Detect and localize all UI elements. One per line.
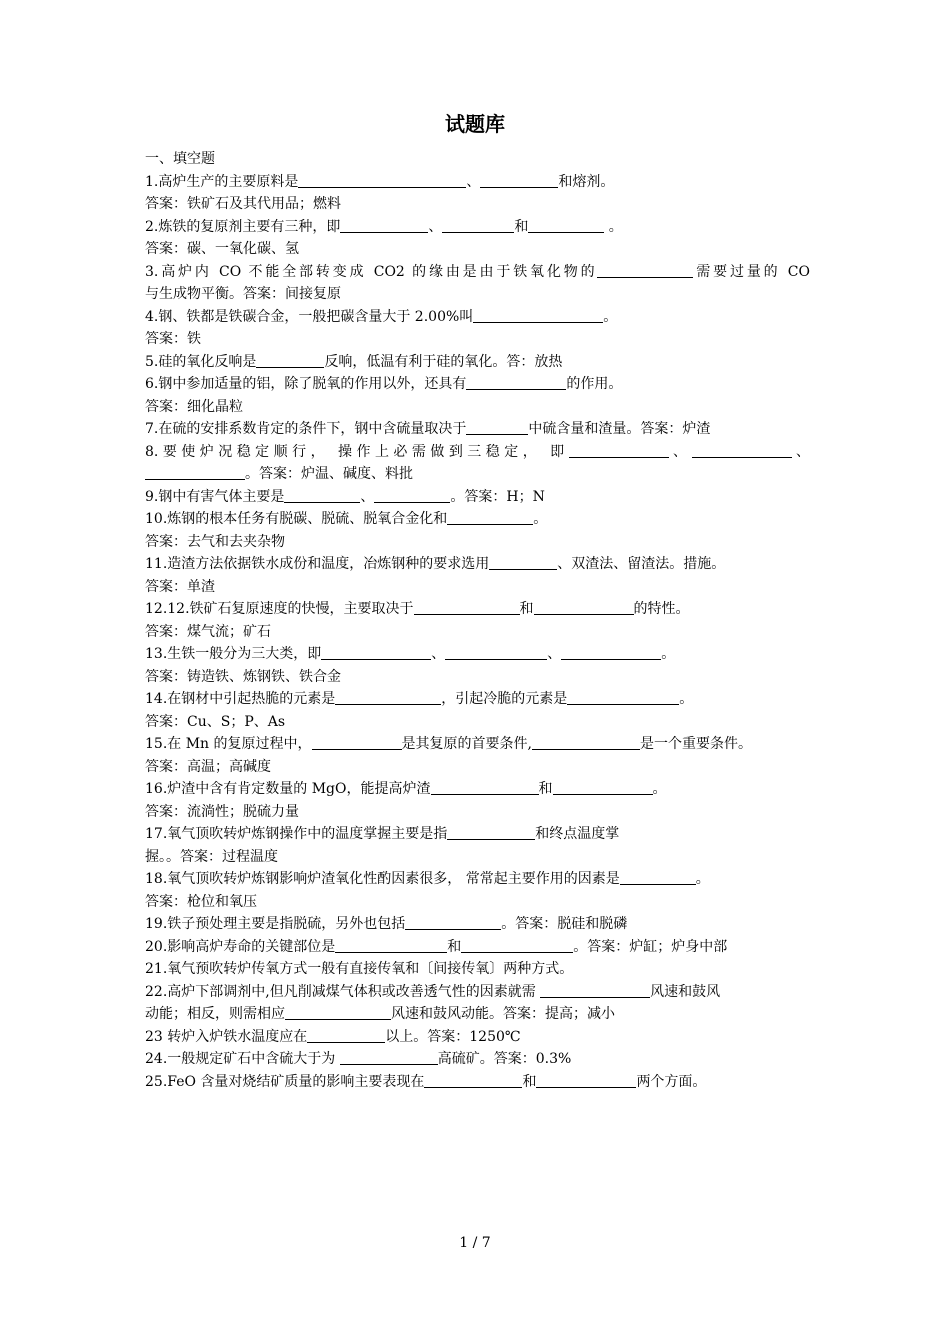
answer-blank	[620, 870, 696, 885]
line-text: 。	[603, 308, 618, 325]
line-text: 16.炉渣中含有肯定数量的 MgO，能提高炉渣	[145, 781, 431, 797]
line-text: 中硫含量和渣量。答案：炉渣	[528, 421, 711, 437]
line-text: 是其复原的首要条件,	[401, 736, 532, 752]
line-text: 和	[447, 938, 462, 955]
answer-blank	[312, 735, 402, 750]
line-text: 风速和鼓风	[650, 983, 721, 1000]
line-text: 答案：铸造铁、炼钢铁、铁合金	[145, 668, 341, 685]
text-line	[145, 958, 810, 981]
text-line	[145, 396, 810, 419]
line-text: 。	[652, 781, 667, 797]
line-text: 答案：去气和去夹杂物	[145, 533, 285, 550]
text-line	[145, 981, 810, 1004]
answer-blank	[285, 1005, 391, 1020]
text-line	[145, 778, 810, 801]
text-line	[145, 261, 810, 284]
line-text: 。答案：炉温、碱度、料批	[245, 466, 413, 482]
line-text: 。答案：炉缸；炉身中部	[573, 938, 728, 955]
answer-blank	[447, 825, 535, 840]
answer-blank	[307, 1028, 385, 1043]
line-text: 25.FeO 含量对烧结矿质量的影响主要表现在	[145, 1073, 425, 1090]
line-text: 12.12.铁矿石复原速度的快慢，主要取决于	[145, 601, 414, 617]
line-text: 、	[360, 488, 375, 505]
line-text: 和	[538, 781, 553, 797]
line-text: 11.造渣方法依据铁水成份和温度，冶炼钢种的要求选用	[145, 556, 490, 572]
section-heading: 一、填空题	[145, 151, 215, 167]
line-text: 风速和鼓风动能。答案：提高；减小	[391, 1006, 615, 1022]
answer-blank	[340, 1050, 438, 1065]
line-text: 。	[661, 646, 676, 662]
answer-blank	[536, 1073, 636, 1088]
line-text: 和	[514, 218, 529, 235]
line-text: 、	[547, 646, 562, 662]
answer-blank	[374, 488, 450, 503]
line-text: 的特性。	[633, 601, 690, 617]
line-text: 反响，低温有利于硅的氧化。答：放热	[324, 353, 563, 370]
line-text: 答案：单渣	[145, 578, 215, 595]
line-text: 与生成物平衡。答案：间接复原	[145, 286, 341, 302]
line-text: 。答案：脱硅和脱磷	[501, 916, 628, 932]
line-text: 和熔剂。	[558, 173, 615, 190]
answer-blank	[424, 1073, 522, 1088]
answer-blank	[466, 420, 528, 435]
line-text: 动能；相反，则需相应	[145, 1006, 285, 1022]
line-text: 19.铁子预处理主要是指脱硫，另外也包括	[145, 916, 406, 932]
answer-blank	[445, 645, 547, 660]
line-text: 、	[791, 443, 811, 460]
answer-blank	[480, 173, 558, 188]
text-line	[145, 756, 810, 779]
line-text: 和	[519, 601, 534, 617]
answer-blank	[461, 938, 573, 953]
line-text: 。	[695, 871, 710, 887]
text-line	[145, 306, 810, 329]
answer-blank	[447, 510, 533, 525]
line-text: 22.高炉下部调剂中,但凡削减煤气体积或改善透气性的因素就需	[145, 983, 541, 1000]
line-text: ，引起冷脆的元素是	[441, 691, 568, 707]
line-text: 。答案：H；N	[450, 488, 545, 505]
answer-blank	[489, 555, 557, 570]
answer-blank	[567, 690, 679, 705]
text-line	[145, 418, 810, 441]
text-line	[145, 216, 810, 239]
text-line	[145, 846, 810, 869]
answer-blank	[414, 600, 520, 615]
answer-blank	[532, 735, 640, 750]
line-text: 。	[533, 511, 548, 527]
line-text: 1.高炉生产的主要原料是	[145, 173, 299, 190]
text-line	[145, 891, 810, 914]
answer-blank	[321, 645, 431, 660]
answer-blank	[145, 465, 245, 480]
line-text: 是一个重要条件。	[639, 736, 752, 752]
text-line	[145, 441, 810, 464]
answer-blank	[692, 443, 792, 458]
line-text: 15.在 Mn 的复原过程中，	[145, 736, 312, 752]
answer-blank	[340, 218, 428, 233]
text-line	[145, 238, 810, 261]
line-text: 14.在钢材中引起热脆的元素是	[145, 691, 336, 707]
line-text: 6.钢中参加适量的铝，除了脱氧的作用以外，还具有	[145, 376, 467, 392]
answer-blank	[298, 173, 466, 188]
answer-blank	[431, 780, 539, 795]
answer-blank	[335, 690, 441, 705]
line-text: 答案：Cu、S；P、As	[145, 713, 286, 730]
line-text: 18.氧气顶吹转炉炼钢影响炉渣氧化性酌因素很多， 常常起主要作用的因素是	[145, 871, 620, 887]
line-text: 答案：枪位和氧压	[145, 893, 257, 910]
line-text: 。	[604, 218, 623, 235]
text-line	[145, 711, 810, 734]
line-text: 23 转炉入炉铁水温度应在	[145, 1028, 308, 1045]
text-line	[145, 531, 810, 554]
text-line	[145, 801, 810, 824]
text-line	[145, 328, 810, 351]
text-line	[145, 823, 810, 846]
answer-blank	[569, 443, 669, 458]
text-line	[145, 598, 810, 621]
line-text: 高硫矿。答案：0.3%	[437, 1051, 572, 1067]
text-line	[145, 666, 810, 689]
line-text: 8.要使炉况稳定顺行， 操作上必需做到三稳定， 即	[145, 443, 569, 460]
line-text: 答案：碳、一氧化碳、氢	[145, 241, 299, 257]
question-lines	[145, 171, 810, 1094]
text-line	[145, 1071, 810, 1094]
text-line	[145, 913, 810, 936]
line-text: 的作用。	[566, 376, 623, 392]
answer-blank	[553, 780, 653, 795]
text-line	[145, 351, 810, 374]
line-text: 答案：铁	[145, 331, 201, 347]
page-title: 试题库	[445, 112, 505, 136]
text-line	[145, 733, 810, 756]
text-line	[145, 936, 810, 959]
answer-blank	[442, 218, 514, 233]
line-text: 。	[679, 691, 694, 707]
line-text: 答案：高温；高碱度	[145, 758, 271, 775]
text-line	[145, 373, 810, 396]
line-text: 和	[522, 1073, 537, 1090]
line-text: 24.一般规定矿石中含硫大于为	[145, 1051, 340, 1067]
line-text: 13.生铁一般分为三大类，即	[145, 646, 322, 662]
text-line	[145, 553, 810, 576]
line-text: 以上。答案：1250℃	[385, 1028, 521, 1045]
text-line	[145, 1026, 810, 1049]
line-text: 答案：铁矿石及其代用品；燃料	[145, 196, 341, 212]
text-line	[145, 688, 810, 711]
line-text: 、	[466, 173, 481, 190]
line-text: 和终点温度掌	[535, 826, 620, 842]
answer-blank	[597, 263, 693, 278]
answer-blank	[540, 983, 650, 998]
answer-blank	[405, 915, 501, 930]
text-line	[145, 576, 810, 599]
answer-blank	[466, 375, 566, 390]
line-text: 2.炼铁的复原剂主要有三种，即	[145, 218, 341, 235]
line-text: 10.炼钢的根本任务有脱碳、脱硫、脱氧合金化和	[145, 511, 448, 527]
line-text: 21.氧气预吹转炉传氧方式一般有直接传氧和〔间接传氧〕两种方式。	[145, 961, 574, 977]
text-line	[145, 508, 810, 531]
text-line	[145, 486, 810, 509]
answer-blank	[473, 308, 603, 323]
line-text: 20.影响高炉寿命的关键部位是	[145, 938, 336, 955]
text-line	[145, 621, 810, 644]
answer-blank	[528, 218, 604, 233]
text-line	[145, 868, 810, 891]
line-text: 、双渣法、留渣法。措施。	[557, 556, 726, 572]
line-text: 握。。答案：过程温度	[145, 848, 278, 865]
line-text: 、	[431, 646, 446, 662]
line-text: 3.高炉内 CO 不能全部转变成 CO2 的缘由是由于铁氧化物的	[145, 263, 598, 280]
line-text: 答案：细化晶粒	[145, 398, 243, 415]
answer-blank	[284, 488, 360, 503]
line-text: 17.氧气顶吹转炉炼钢操作中的温度掌握主要是指	[145, 826, 448, 842]
text-line	[145, 193, 810, 216]
page-number: 1 / 7	[459, 1235, 491, 1251]
answer-blank	[335, 938, 447, 953]
line-text: 、	[668, 443, 692, 460]
text-line	[145, 1048, 810, 1071]
line-text: 9.钢中有害气体主要是	[145, 488, 285, 505]
line-text: 7.在硫的安排系数肯定的条件下，钢中含硫量取决于	[145, 421, 467, 437]
line-text: 答案：煤气流；矿石	[145, 623, 271, 640]
line-text: 5.硅的氧化反响是	[145, 353, 257, 370]
line-text: 需要过量的 CO	[693, 263, 810, 280]
line-text: 、	[428, 218, 443, 235]
answer-blank	[534, 600, 634, 615]
text-line	[145, 1003, 810, 1026]
text-line	[145, 643, 810, 666]
text-line	[145, 171, 810, 194]
line-text: 答案：流淌性；脱硫力量	[145, 803, 299, 820]
question-list	[145, 148, 810, 1093]
text-line	[145, 463, 810, 486]
line-text: 两个方面。	[636, 1073, 707, 1090]
answer-blank	[256, 353, 324, 368]
text-line	[145, 283, 810, 306]
answer-blank	[561, 645, 661, 660]
line-text: 4.钢、铁都是铁碳合金，一般把碳含量大于 2.00%叫	[145, 308, 474, 325]
